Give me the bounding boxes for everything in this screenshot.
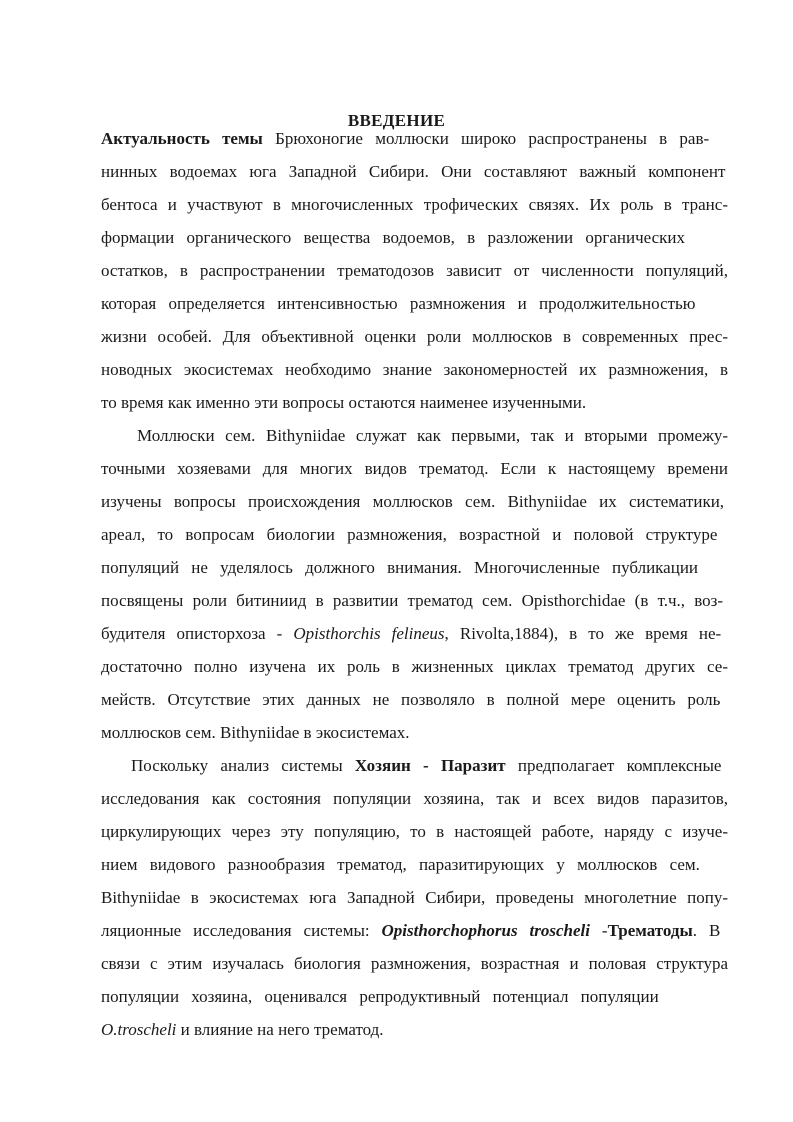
text-segment: предполагает комплексные [505, 756, 722, 775]
text-segment: Поскольку анализ системы [131, 756, 355, 775]
text-line [101, 556, 698, 580]
text-line [101, 457, 728, 481]
text-segment: нием видового разнообразия трематод, паразитирующих у моллюсков сем. [101, 855, 700, 874]
text-line [101, 985, 659, 1009]
text-segment: исследования как состояния популяции хозяина, так и всех видов паразитов, [101, 789, 728, 808]
text-line [101, 952, 728, 976]
text-segment: жизни особей. Для объективной оценки роли моллюсков в современных прес- [101, 327, 728, 346]
text-segment: новодных экосистемах необходимо знание закономерностей их размножения, в [101, 360, 728, 379]
text-segment: связи с этим изучалась биология размножения, возрастная и половая структура [101, 954, 728, 973]
text-segment: изучены вопросы происхождения моллюсков сем. Bithyniidae их систематики, [101, 492, 725, 511]
text-segment: Трематоды [607, 921, 693, 940]
text-line [101, 523, 717, 547]
text-segment: и влияние на него трематод. [176, 1020, 384, 1039]
text-segment: то время как именно эти вопросы остаются наименее изученными. [101, 393, 587, 412]
text-segment: остатков, в распространении трематодозов зависит от численности популяций, [101, 261, 728, 280]
text-segment: точными хозяевами для многих видов трематод. Если к настоящему времени [101, 459, 728, 478]
text-segment: формации органического вещества водоемов, в разложении органических [101, 228, 686, 247]
text-line [101, 226, 685, 250]
text-line [101, 886, 728, 910]
text-segment: ареал, то вопросам биологии размножения, возрастной и половой структуре [101, 525, 718, 544]
text-line [101, 160, 725, 184]
text-line [101, 787, 728, 811]
text-line [101, 622, 721, 646]
text-segment: нинных водоемах юга Западной Сибири. Они составляют важный компонент [101, 162, 726, 181]
text-segment: , Rivolta,1884), в то же время не- [444, 624, 722, 643]
text-segment: Брюхоногие моллюски широко распространены в рав- [262, 129, 710, 148]
text-segment: популяции хозяина, оценивался репродуктивный потенциал популяции [101, 987, 659, 1006]
text-line [101, 325, 728, 349]
text-segment: будителя описторхоза - [101, 624, 294, 643]
text-segment: ляционные исследования системы: [101, 921, 382, 940]
text-line [131, 754, 721, 778]
page-title: ВВЕДЕНИЕ [347, 111, 446, 130]
text-segment: - [589, 921, 608, 940]
text-segment: популяций не уделялось должного внимания. Многочисленные публикации [101, 558, 699, 577]
text-segment: бентоса и участвуют в многочисленных трофических связях. Их роль в транс- [101, 195, 728, 214]
text-segment: которая определяется интенсивностью размножения и продолжительностью [101, 294, 696, 313]
text-line [101, 391, 586, 415]
text-line [101, 721, 410, 745]
text-line [101, 853, 700, 877]
text-line [101, 259, 728, 283]
text-line [101, 589, 723, 613]
text-segment: моллюсков сем. Bithyniidae в экосистемах. [101, 723, 410, 742]
text-line [101, 655, 728, 679]
text-segment: Моллюски сем. Bithyniidae служат как первыми, так и вторыми промежу- [137, 426, 728, 445]
text-line [101, 1018, 384, 1042]
text-segment: Bithyniidae в экосистемах юга Западной Сибири, проведены многолетние попу- [101, 888, 728, 907]
text-segment: . В [692, 921, 721, 940]
text-segment: циркулирующих через эту популяцию, то в настоящей работе, наряду с изуче- [101, 822, 728, 841]
text-segment: O.troscheli [101, 1020, 177, 1039]
text-line [101, 490, 724, 514]
text-segment: Актуальность темы [101, 129, 263, 148]
text-line [101, 820, 728, 844]
text-segment: Opisthorchophorus troscheli [381, 921, 590, 940]
text-segment: Хозяин - Паразит [354, 756, 506, 775]
text-line [101, 688, 720, 712]
text-segment: посвящены роли битиниид в развитии трематод сем. Opisthorchidae (в т.ч., воз- [101, 591, 724, 610]
text-segment: достаточно полно изучена их роль в жизненных циклах трематод других се- [101, 657, 728, 676]
text-line [101, 127, 709, 151]
text-line [101, 358, 728, 382]
text-line [101, 193, 728, 217]
text-line [137, 424, 728, 448]
text-segment: мейств. Отсутствие этих данных не позволяло в полной мере оценить роль [101, 690, 721, 709]
text-line [101, 292, 696, 316]
text-line [101, 919, 720, 943]
text-segment: Opisthorchis felineus [293, 624, 445, 643]
